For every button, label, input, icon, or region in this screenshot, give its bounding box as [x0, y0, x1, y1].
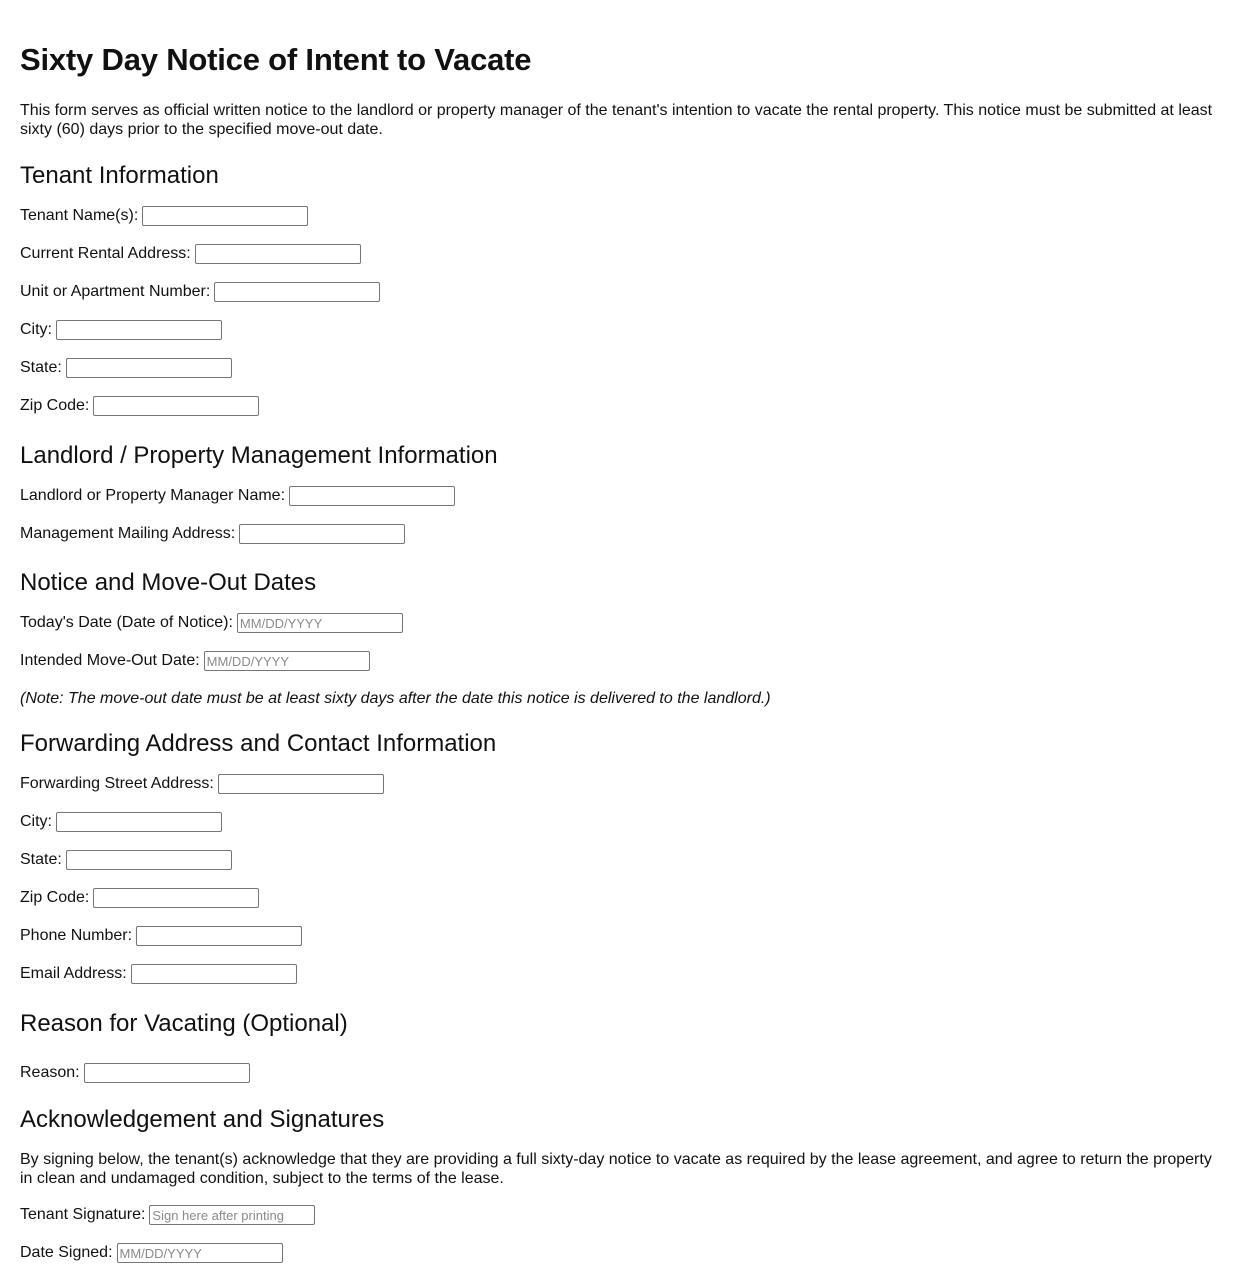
rental-address-label: Current Rental Address:: [20, 245, 191, 262]
email-row: [20, 955, 1227, 993]
forwarding-zip-input[interactable]: [93, 888, 259, 908]
moveout-date-label: Intended Move-Out Date:: [20, 652, 200, 669]
unit-number-label: Unit or Apartment Number:: [20, 283, 211, 300]
tenant-city-label: City:: [20, 321, 52, 338]
forwarding-city-label: City:: [20, 813, 52, 830]
forwarding-state-input[interactable]: [66, 850, 232, 870]
section-heading-dates: Notice and Move-Out Dates: [20, 569, 317, 596]
tenant-state-row: [20, 349, 1227, 387]
tenant-zip-row: [20, 387, 1227, 425]
management-address-label: Management Mailing Address:: [20, 525, 236, 542]
moveout-date-input[interactable]: [204, 651, 370, 671]
signature-row: [20, 1196, 1227, 1234]
notice-date-label: Today's Date (Date of Notice):: [20, 614, 233, 631]
signature-label: Tenant Signature:: [20, 1206, 146, 1223]
email-label: Email Address:: [20, 965, 127, 982]
tenant-state-input[interactable]: [66, 358, 232, 378]
forwarding-city-row: [20, 803, 1227, 841]
tenant-city-row: [20, 311, 1227, 349]
tenant-zip-input[interactable]: [93, 396, 259, 416]
section-heading-tenant: Tenant Information: [20, 162, 219, 189]
landlord-name-input[interactable]: [289, 486, 455, 506]
forwarding-zip-label: Zip Code:: [20, 889, 90, 906]
intro-text: This form serves as official written notice to the landlord or property manager of the tenant's intention to vacate the rental property. This notice must be submitted at least sixty (60) days prior to the specified move-out date.: [20, 102, 1213, 138]
section-heading-acknowledgement: Acknowledgement and Signatures: [20, 1106, 385, 1133]
notice-date-input[interactable]: [237, 613, 403, 633]
tenant-name-row: [20, 197, 1227, 235]
date-signed-row: [20, 1234, 1227, 1272]
tenant-name-input[interactable]: [142, 206, 308, 226]
date-signed-input[interactable]: [117, 1243, 283, 1263]
tenant-state-label: State:: [20, 359, 62, 376]
landlord-name-row: [20, 477, 1227, 515]
forwarding-street-row: [20, 765, 1227, 803]
management-address-row: [20, 515, 1227, 553]
forwarding-street-label: Forwarding Street Address:: [20, 775, 214, 792]
management-address-input[interactable]: [239, 524, 405, 544]
section-heading-forwarding: Forwarding Address and Contact Information: [20, 730, 497, 757]
reason-row: [20, 1054, 1227, 1092]
tenant-zip-label: Zip Code:: [20, 397, 90, 414]
section-heading-reason: Reason for Vacating (Optional): [20, 1010, 348, 1037]
rental-address-input[interactable]: [195, 244, 361, 264]
forwarding-state-label: State:: [20, 851, 62, 868]
forwarding-state-row: [20, 841, 1227, 879]
date-signed-label: Date Signed:: [20, 1244, 113, 1261]
notice-date-row: [20, 604, 1227, 642]
forwarding-city-input[interactable]: [56, 812, 222, 832]
rental-address-row: [20, 235, 1227, 273]
reason-input[interactable]: [84, 1063, 250, 1083]
tenant-city-input[interactable]: [56, 320, 222, 340]
section-heading-landlord: Landlord / Property Management Information: [20, 442, 498, 469]
phone-input[interactable]: [136, 926, 302, 946]
phone-row: [20, 917, 1227, 955]
phone-label: Phone Number:: [20, 927, 133, 944]
landlord-name-label: Landlord or Property Manager Name:: [20, 487, 286, 504]
email-input[interactable]: [131, 964, 297, 984]
signature-input[interactable]: [149, 1205, 315, 1225]
page-title: Sixty Day Notice of Intent to Vacate: [20, 42, 532, 77]
moveout-date-row: [20, 642, 1227, 680]
forwarding-zip-row: [20, 879, 1227, 917]
moveout-note: (Note: The move-out date must be at least sixty days after the date this notice is delivered to the landlord.): [20, 690, 771, 707]
acknowledgement-text: By signing below, the tenant(s) acknowledge that they are providing a full sixty-day notice to vacate as required by the lease agreement, and agree to return the property in clean and undamaged condition, subject to the terms of the lease.: [20, 1151, 1212, 1187]
forwarding-street-input[interactable]: [218, 774, 384, 794]
unit-number-input[interactable]: [214, 282, 380, 302]
tenant-name-label: Tenant Name(s):: [20, 207, 139, 224]
reason-label: Reason:: [20, 1064, 80, 1081]
unit-number-row: [20, 273, 1227, 311]
